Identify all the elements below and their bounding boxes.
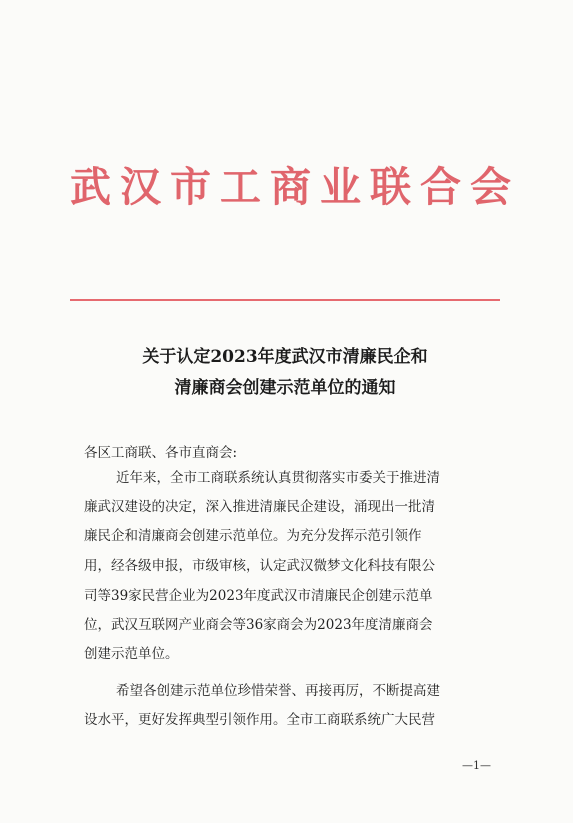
paragraph-1-line: 用，经各级申报，市级审核，认定武汉微梦文化科技有限公 (84, 558, 435, 574)
addressee-line: 各区工商联、各市直商会: (84, 445, 238, 461)
paragraph-2-line: 设水平，更好发挥典型引领作用。全市工商联系统广大民营 (84, 712, 435, 728)
paragraph-1-line: 司等39家民营企业为2023年度武汉市清廉民企创建示范单 (84, 588, 433, 604)
paragraph-1-line: 廉民企和清廉商会创建示范单位。为充分发挥示范引领作 (84, 528, 422, 544)
header-divider (70, 299, 500, 301)
paragraph-1-line: 近年来，全市工商联系统认真贯彻落实市委关于推进清 (116, 470, 440, 486)
paragraph-1-line: 创建示范单位。 (84, 646, 179, 662)
paragraph-1-line: 位，武汉互联网产业商会等36家商会为2023年度清廉商会 (84, 617, 433, 633)
organization-header: 武汉市工商业联合会 (70, 163, 520, 211)
document-title-line-2: 清廉商会创建示范单位的通知 (174, 378, 396, 398)
page-number: —1— (462, 759, 491, 772)
paragraph-2-line: 希望各创建示范单位珍惜荣誉、再接再厉，不断提高建 (116, 683, 440, 699)
document-title-line-1: 关于认定2023年度武汉市清廉民企和 (142, 347, 428, 367)
paragraph-1-line: 廉武汉建设的决定，深入推进清廉民企建设，涌现出一批清 (84, 499, 435, 515)
